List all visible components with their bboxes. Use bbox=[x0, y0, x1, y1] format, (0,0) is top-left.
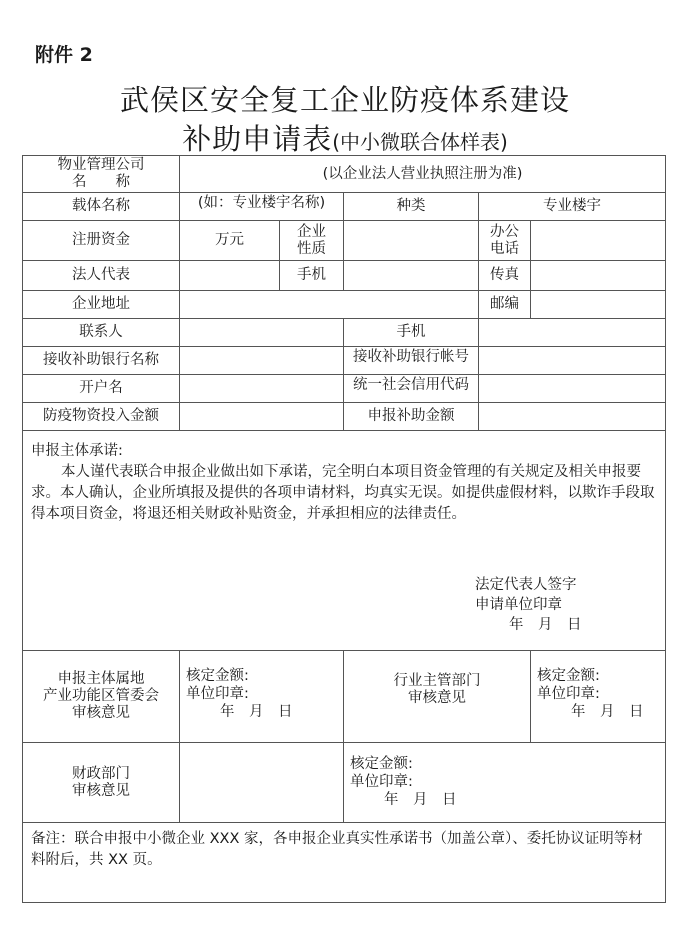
type-label: 种类 bbox=[343, 192, 479, 221]
label: 审核意见 bbox=[72, 705, 130, 721]
label: 财政部门 bbox=[72, 765, 130, 782]
company-name-label bbox=[22, 155, 180, 193]
signature-area bbox=[475, 575, 582, 635]
office-phone-label: 办公电话 bbox=[478, 220, 531, 261]
signature-label: 法定代表人签字 bbox=[475, 577, 577, 593]
fax-label: 传真 bbox=[478, 260, 531, 291]
subsidy-label: 申报补助金额 bbox=[343, 402, 479, 431]
investment-field[interactable] bbox=[179, 402, 344, 431]
finance-review-field[interactable] bbox=[179, 742, 344, 823]
bank-account-field[interactable] bbox=[478, 346, 666, 375]
label: 申报主体属地 bbox=[57, 671, 145, 687]
hint: (以企业法人营业执照注册为准) bbox=[322, 165, 523, 182]
carrier-label: 载体名称 bbox=[22, 192, 180, 221]
nature-label: 企业性质 bbox=[279, 220, 344, 261]
title-subtitle: (中小微联合体样表) bbox=[332, 130, 508, 154]
date-label: 年 月 日 bbox=[220, 704, 293, 720]
title-main: 补助申请表 bbox=[182, 122, 333, 156]
account-name-field[interactable] bbox=[179, 374, 344, 403]
seal-label: 申请单位印章 bbox=[475, 597, 562, 613]
remark-section: 备注：联合申报中小微企业 XXX 家，各申报企业真实性承诺书（加盖公章）、委托协议证明等材料附后，共 XX 页。 bbox=[22, 822, 666, 903]
address-field[interactable] bbox=[179, 290, 479, 319]
legal-rep-field[interactable] bbox=[179, 260, 280, 291]
form-title: 武侯区安全复工企业防疫体系建设 bbox=[119, 83, 570, 117]
commitment-heading: 申报主体承诺: bbox=[31, 443, 123, 459]
postcode-field[interactable] bbox=[530, 290, 666, 319]
industry-review-field[interactable] bbox=[530, 650, 666, 743]
form-title-line2 bbox=[0, 117, 690, 158]
amount-label: 核定金额: bbox=[537, 668, 600, 684]
seal-label: 单位印章: bbox=[537, 686, 600, 702]
carrier-field[interactable] bbox=[179, 192, 344, 221]
hint: (如：专业楼宇名称) bbox=[197, 195, 326, 211]
address-label: 企业地址 bbox=[22, 290, 180, 319]
subsidy-field[interactable] bbox=[478, 402, 666, 431]
date-label: 年 月 日 bbox=[571, 704, 644, 720]
office-phone-field[interactable] bbox=[530, 220, 666, 261]
contact-label: 联系人 bbox=[22, 318, 180, 347]
label: 审核意见 bbox=[72, 782, 130, 799]
bank-account-label: 接收补助银行帐号 bbox=[343, 346, 479, 375]
type-field[interactable]: 专业楼宇 bbox=[478, 192, 666, 221]
district-review-label bbox=[22, 650, 180, 743]
account-name-label: 开户名 bbox=[22, 374, 180, 403]
label: 行业主管部门 bbox=[393, 672, 481, 689]
bank-name-label: 接收补助银行名称 bbox=[22, 346, 180, 375]
nature-field[interactable] bbox=[343, 220, 479, 261]
label: 产业功能区管委会 bbox=[43, 688, 159, 704]
legal-rep-label: 法人代表 bbox=[22, 260, 180, 291]
contact-mobile-field[interactable] bbox=[478, 318, 666, 347]
mobile-label: 手机 bbox=[279, 260, 344, 291]
amount-label: 核定金额: bbox=[186, 668, 249, 684]
label: 名 称 bbox=[72, 174, 130, 190]
finance-review-label bbox=[22, 742, 180, 823]
date-label: 年 月 日 bbox=[384, 792, 457, 808]
district-review-field[interactable] bbox=[179, 650, 344, 743]
industry-review-label bbox=[343, 650, 531, 743]
reg-capital-label: 注册资金 bbox=[22, 220, 180, 261]
bank-name-field[interactable] bbox=[179, 346, 344, 375]
attachment-label: 附件 2 bbox=[35, 44, 93, 66]
label: 审核意见 bbox=[408, 689, 466, 706]
commitment-section bbox=[22, 430, 666, 651]
credit-code-label: 统一社会信用代码 bbox=[343, 374, 479, 403]
credit-code-field[interactable] bbox=[478, 374, 666, 403]
commitment-body: 本人谨代表联合申报企业做出如下承诺，完全明白本项目资金管理的有关规定及相关申报要求。本人确认，企业所填报及提供的各项申请材料，均真实无误。如提供虚假材料，以欺诈手段取得本项目资金，将退还相关财政补贴资金，并承担相应的法律责任。 bbox=[31, 464, 655, 522]
investment-label: 防疫物资投入金额 bbox=[22, 402, 180, 431]
fax-field[interactable] bbox=[530, 260, 666, 291]
date-label: 年 月 日 bbox=[509, 617, 582, 633]
company-name-field[interactable] bbox=[179, 155, 666, 193]
seal-label: 单位印章: bbox=[186, 686, 249, 702]
finance-approval-field[interactable] bbox=[343, 742, 666, 823]
amount-label: 核定金额: bbox=[350, 756, 413, 772]
mobile-field[interactable] bbox=[343, 260, 479, 291]
label: 物业管理公司 bbox=[57, 157, 145, 173]
postcode-label: 邮编 bbox=[478, 290, 531, 319]
seal-label: 单位印章: bbox=[350, 774, 413, 790]
contact-field[interactable] bbox=[179, 318, 344, 347]
reg-capital-field[interactable]: 万元 bbox=[179, 220, 280, 261]
contact-mobile-label: 手机 bbox=[343, 318, 479, 347]
